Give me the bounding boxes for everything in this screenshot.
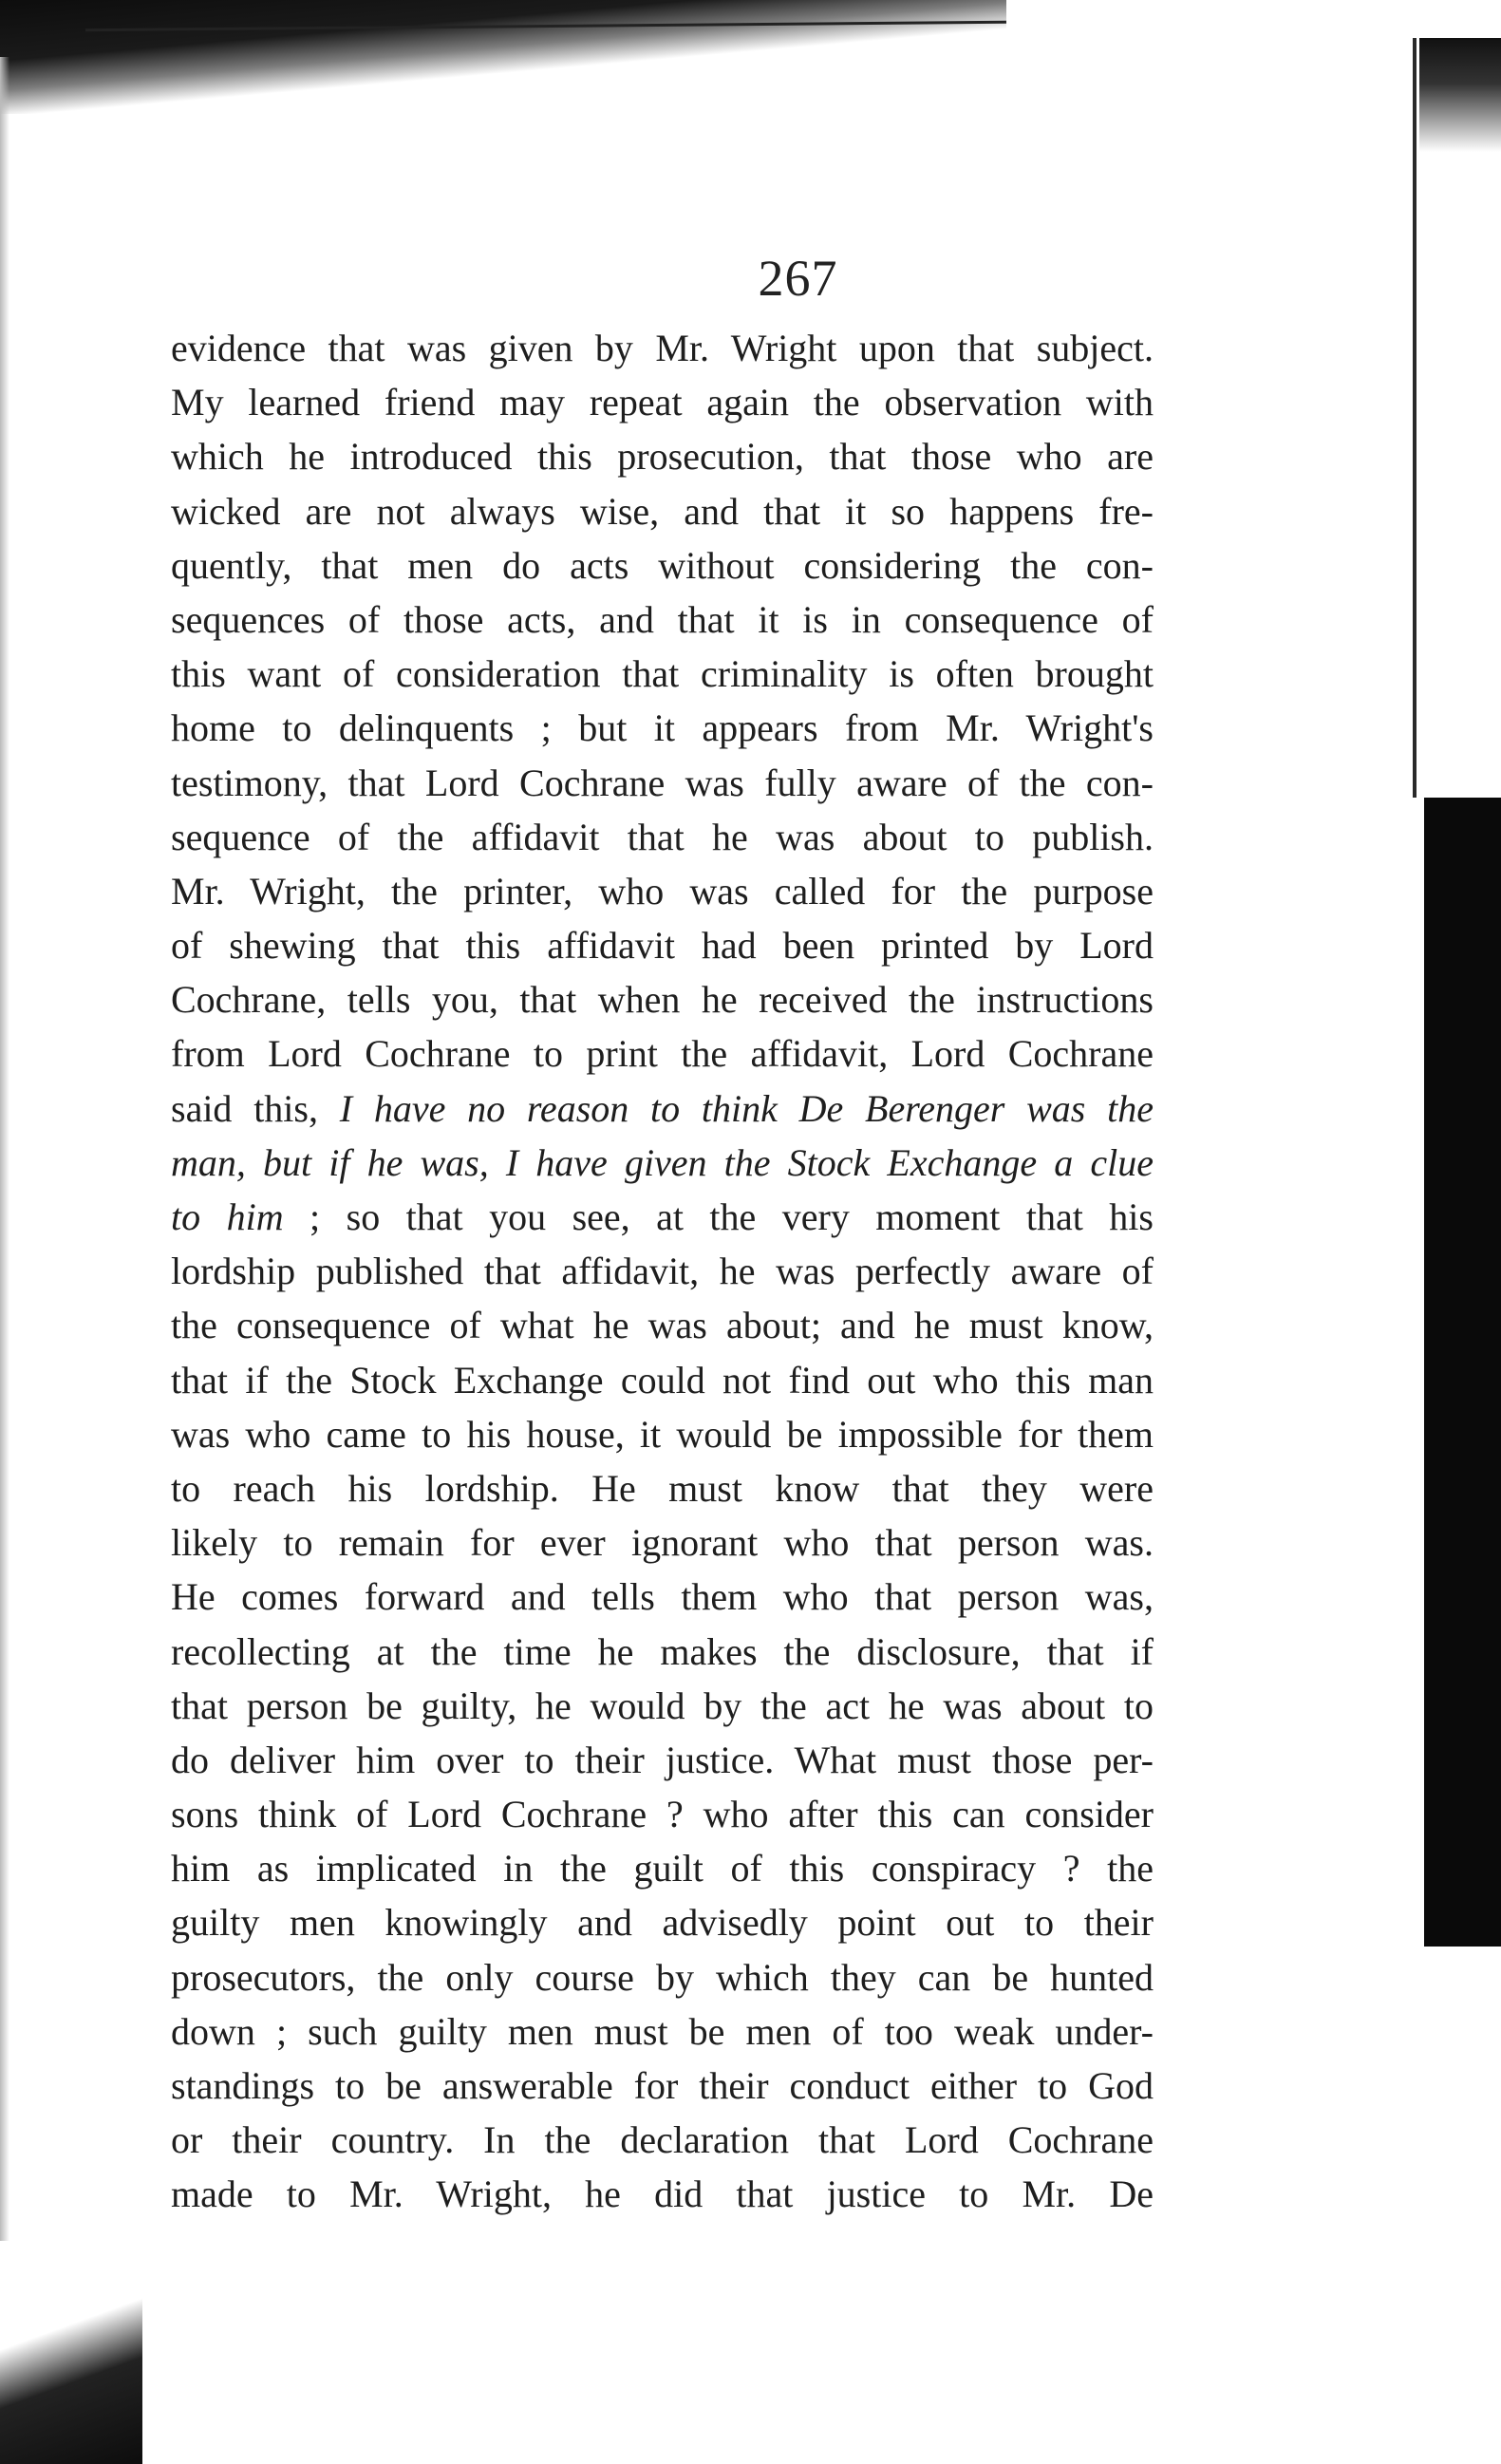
text-line — [171, 810, 1154, 864]
scan-shadow-right-top — [1419, 38, 1501, 152]
text-line — [171, 484, 1154, 538]
text-run: He comes forward and tells them who that person was, — [171, 1575, 1154, 1619]
text-run: made to Mr. Wright, he did that justice to Mr. De — [171, 2172, 1154, 2216]
text-line — [171, 972, 1154, 1026]
text-run: wicked are not always wise, and that it so happens fre- — [171, 489, 1154, 533]
italic-text: man, but if he was, I have given the Stock Exchange a clue — [171, 1140, 1154, 1184]
text-line — [171, 864, 1154, 918]
text-line — [171, 1733, 1154, 1787]
text-run: to reach his lordship. He must know that they were — [171, 1466, 1154, 1510]
text-run: down ; such guilty men must be men of too weak under- — [171, 2009, 1154, 2053]
text-line — [171, 321, 1154, 375]
text-line — [171, 2113, 1154, 2167]
text-line — [171, 375, 1154, 429]
text-run: recollecting at the time he makes the disclosure, that if — [171, 1629, 1154, 1673]
text-run: sequence of the affidavit that he was about to publish. — [171, 815, 1154, 858]
page-number: 267 — [758, 250, 838, 307]
body-text — [171, 321, 1154, 2222]
text-line — [171, 429, 1154, 483]
text-run: that person be guilty, he would by the act he was about to — [171, 1683, 1154, 1727]
text-line — [171, 2059, 1154, 2113]
text-run: of shewing that this affidavit had been printed by Lord — [171, 924, 1154, 968]
text-run: him as implicated in the guilt of this conspiracy ? the — [171, 1847, 1154, 1890]
text-line — [171, 647, 1154, 701]
text-line — [171, 2167, 1154, 2221]
text-run: testimony, that Lord Cochrane was fully aware of the con- — [171, 761, 1154, 804]
text-line — [171, 1082, 1154, 1136]
text-run: this want of consideration that criminality is often brought — [171, 652, 1154, 696]
text-run: said this, — [171, 1086, 340, 1130]
text-run: Cochrane, tells you, that when he received the instructions — [171, 978, 1154, 1022]
text-line — [171, 1353, 1154, 1407]
text-line — [171, 756, 1154, 810]
text-line — [171, 1461, 1154, 1515]
text-line — [171, 1625, 1154, 1679]
text-line — [171, 1570, 1154, 1624]
text-line — [171, 1407, 1154, 1461]
text-run: quently, that men do acts without considering the con- — [171, 543, 1154, 587]
text-line — [171, 1679, 1154, 1733]
text-line — [171, 1190, 1154, 1244]
text-run: ; so that you see, at the very moment that his — [283, 1195, 1154, 1238]
text-line — [171, 538, 1154, 592]
text-line — [171, 1841, 1154, 1895]
text-run: sons think of Lord Cochrane ? who after this can consider — [171, 1793, 1154, 1836]
scan-shadow-top — [0, 0, 1006, 114]
text-run: do deliver him over to their justice. What must those per- — [171, 1738, 1154, 1781]
text-line — [171, 918, 1154, 972]
text-run: or their country. In the declaration that Lord Cochrane — [171, 2118, 1154, 2162]
text-run: which he introduced this prosecution, that those who are — [171, 435, 1154, 479]
text-line — [171, 1244, 1154, 1298]
text-run: prosecutors, the only course by which they can be hunted — [171, 1955, 1154, 1999]
scan-shadow-left — [0, 57, 9, 2241]
text-line — [171, 2004, 1154, 2059]
italic-text: to him — [171, 1195, 284, 1238]
text-run: evidence that was given by Mr. Wright upon that subject. — [171, 327, 1154, 369]
scan-shadow-right — [1424, 798, 1501, 1947]
text-line — [171, 1787, 1154, 1841]
text-run: likely to remain for ever ignorant who that person was. — [171, 1521, 1154, 1565]
text-run: guilty men knowingly and advisedly point out to their — [171, 1901, 1154, 1945]
text-run: lordship published that affidavit, he was perfectly aware of — [171, 1250, 1154, 1293]
text-run: the consequence of what he was about; and he must know, — [171, 1304, 1154, 1347]
text-line — [171, 1895, 1154, 1949]
text-line — [171, 1026, 1154, 1081]
italic-text: I have no reason to think De Berenger was the — [339, 1086, 1154, 1130]
text-run: Mr. Wright, the printer, who was called for the purpose — [171, 869, 1154, 912]
text-run: home to delinquents ; but it appears from Mr. Wright's — [171, 706, 1154, 750]
text-run: sequences of those acts, and that it is in consequence of — [171, 597, 1154, 641]
text-line — [171, 592, 1154, 647]
text-run: was who came to his house, it would be impossible for them — [171, 1412, 1154, 1456]
text-run: My learned friend may repeat again the observation with — [171, 381, 1154, 424]
text-run: that if the Stock Exchange could not find out who this man — [171, 1358, 1154, 1401]
text-line — [171, 701, 1154, 755]
text-line — [171, 1298, 1154, 1352]
scan-shadow-bottom-left — [0, 2279, 142, 2464]
text-run: from Lord Cochrane to print the affidavit, Lord Cochrane — [171, 1032, 1154, 1076]
text-line — [171, 1950, 1154, 2004]
text-run: standings to be answerable for their conduct either to God — [171, 2064, 1154, 2107]
text-line — [171, 1136, 1154, 1190]
scan-edge-line-right — [1413, 38, 1417, 798]
text-line — [171, 1515, 1154, 1570]
